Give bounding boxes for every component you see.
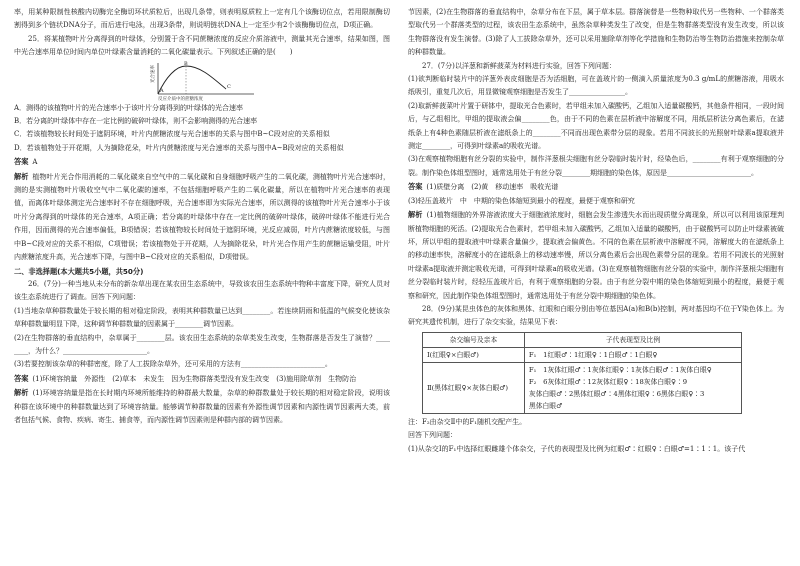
question-26-part-2: (2)在生物群落的垂直结构中，杂草属于________层。该农田生态系统的杂草类发生改变，生物群落是否发生了演替？________，为什么？________________________。 bbox=[14, 333, 390, 355]
explanation-27 bbox=[408, 208, 784, 303]
explanation-text: (1)植物细胞的外界溶液浓度大于细胞液浓度时，细胞会发生渗透失水而出现质壁分离现象，所以可以利用该原理判断植物细胞的死活。(2)提取光合色素时，若甲组未加入碳酸钙，乙组加入适量的碳酸钙，由于碳酸钙可以防止叶绿素被破坏，所以甲组的提取液中叶绿素含量偏少，提取液会偏黄色。不同的色素在层析液中溶解度不同，溶解度大的在滤纸条上的移动速率快，溶解度小的在滤纸条上的移动速率慢，所以分离色素后会出现色素带分层的现象。若用不同波长的光照射叶绿素a提取液并测定吸收光谱，可得到叶绿素a的吸收光谱。(3)在观察植物细胞有丝分裂的实验中，制作洋葱根尖细胞有丝分裂临时装片时，经轻压盖玻片后，有利于观察细胞的分裂。由于有丝分裂中期的染色体缩短到最小的程度，最便于观察和研究，因此制作染色体组型图时，通常选用处于有丝分裂中期细胞的染色体。 bbox=[408, 211, 784, 300]
table-row bbox=[423, 362, 742, 413]
question-28-stem: 28．(9分)某昆虫体色的灰体和黑体、红眼和白眼分别由等位基因A(a)和B(b)控制，两对基因均不位于Y染色体上。为研究其遗传机制，进行了杂交实验，结果见下表： bbox=[408, 304, 784, 327]
cross-1-parents: Ⅰ(红眼♀×白眼♂) bbox=[423, 347, 525, 362]
question-28-prompt: 回答下列问题： bbox=[408, 431, 457, 440]
explanation-text: (1)环境容纳量是指在长时期内环境所能维持的种群最大数量，杂草的种群数量处于较长期的相对稳定阶段，说明该种群在该环境中的种群数量达到了环境容纳量。能够调节种群数量的因素有外源性调节因素和内源性调节因素两大类，前者包括气候、食物、疾病、寄生、捕食等，而内源性调节因素则是种群内部的调节因素。 bbox=[14, 389, 390, 424]
answer-26 bbox=[14, 372, 390, 386]
photosynthesis-rate-figure bbox=[14, 61, 390, 101]
explanation-label: 解析 bbox=[14, 171, 29, 181]
question-26-part-3: (3)若要控制该杂草的种群密度，除了人工拔除杂草外，还可采用的方法有________________________。 bbox=[14, 360, 332, 369]
question-27-part-1: (1)欲判断临时装片中的洋葱外表皮细胞是否为活细胞，可在盖玻片的一侧滴入质量浓度为0.3 g/mL的蔗糖溶液，用吸水纸吸引，重复几次后，用显微镜观察细胞是否发生了________________。 bbox=[408, 75, 784, 97]
table-note: 注：F₂由杂交Ⅱ中的F₁随机交配产生。 bbox=[408, 417, 527, 426]
rate-curve bbox=[158, 66, 226, 94]
explanation-25 bbox=[14, 170, 390, 265]
y-axis-label: 光合速率 bbox=[151, 64, 156, 83]
explanation-26 bbox=[14, 386, 390, 427]
cross-results-table bbox=[422, 332, 742, 414]
question-25-stem: 25．将某植物叶片分离得到的叶绿体，分别置于含不同蔗糖浓度的反应介质溶液中，测量其光合速率，结果如图，图中光合速率用单位时间内单位叶绿素含量消耗的二氧化碳量表示。下列叙述正确的是( ) bbox=[14, 34, 390, 57]
answer-27-continued: (3)轻压盖玻片 中 中期的染色体缩短到最小的程度，最便于观察和研究 bbox=[408, 196, 635, 205]
question-27-part-3: (3)在观察植物细胞有丝分裂的实验中，制作洋葱根尖细胞有丝分裂临时装片时，经染色后，________有利于观察细胞的分裂。制作染色体组型图时，通常选用处于有丝分裂________期细胞的染色体，原因是________________________。 bbox=[408, 155, 784, 177]
right-column bbox=[408, 6, 784, 566]
answer-25 bbox=[14, 155, 390, 169]
explanation-label: 解析 bbox=[14, 388, 29, 398]
answer-label: 答案 bbox=[408, 182, 423, 192]
explanation-text: 植物叶片光合作用消耗的二氧化碳来自空气中的二氧化碳和自身细胞呼吸产生的二氧化碳，测植物叶片光合速率时，测的是实测植物叶片吸收空气中二氧化碳的速率，不包括细胞呼吸产生的二氧化碳量，所以在植物叶片光合速率的表现值，而离体叶绿体测定光合速率时不存在细胞呼吸，光合速率即为实际光合速率，所以测得的该植物叶片光合速率小于该叶片分离得到的叶绿体的光合速率，A项正确；若分离的叶绿体中存在一定比例的破碎叶绿体，破碎叶绿体不能进行光合作用，因而测得的光合速率偏低，B项错误；若该植物较长时间处于遮阴环境，光反应减弱，叶片内蔗糖浓度较低，与图中B~C段对应的关系不相似，C项错误；若该植物处于开花期，人为摘除花朵，叶片光合作用产生的蔗糖运输受阻，叶片内蔗糖浓度升高，光合速率下降，与图中B~C段对应的关系相似，D项错误。 bbox=[14, 172, 390, 262]
answer-27 bbox=[408, 180, 784, 194]
section-heading-nonchoice: 二、非选择题(本大题共5小题，共50分) bbox=[14, 266, 144, 276]
answer-label: 答案 bbox=[14, 157, 29, 167]
figure-caption: 反应介质中的蔗糖浓度 bbox=[158, 96, 203, 101]
option-a: A．测得的该植物叶片的光合速率小于该叶片分离得到的叶绿体的光合速率 bbox=[14, 103, 244, 112]
point-b-label: B bbox=[184, 60, 188, 67]
explanation-label: 解析 bbox=[408, 210, 423, 220]
cross-2-f1: F₁ 1灰体红眼♂∶1灰体红眼♀∶1灰体白眼♂∶1灰体白眼♀ bbox=[528, 365, 712, 374]
answer-value: (1)环境容纳量 外源性 (2)草本 未发生 因为生物群落类型没有发生改变 (3)施用除草剂 生物防治 bbox=[32, 374, 357, 383]
answer-label: 答案 bbox=[14, 373, 29, 383]
option-b: B．若分离的叶绿体中存在一定比例的破碎叶绿体，则不会影响测得的光合速率 bbox=[14, 117, 258, 126]
table-header-cross: 杂交编号及亲本 bbox=[423, 332, 525, 347]
point-a-label: A bbox=[160, 87, 164, 94]
question-27-part-2: (2)取新鲜菠菜叶片置于研钵中，提取光合色素时，若甲组未加入碳酸钙，乙组加入适量碳酸钙，其他条件相同，一段时间后，与乙组相比，甲组的提取液会偏________色，由于不同的色素在层析液中溶解度不同，用纸层析法分离色素后，在滤纸条上有4种色素随层析液在滤纸条上的________不同而出现色素带分层的现象。若用不同波长的光照射叶绿素a提取液并测定________，可得到叶绿素a的吸收光谱。 bbox=[408, 101, 784, 151]
rate-curve-graph bbox=[142, 61, 262, 101]
answer-value: A bbox=[32, 158, 38, 167]
cross-1-f1: F₁ 1红眼♂∶1红眼♀∶1白眼♂∶1白眼♀ bbox=[524, 347, 741, 362]
paragraph-continued: 率，用某种限制性核酸内切酶完全酶切环状质粒后，出现几条带，则表明原质粒上一定有几个该酶切位点，若用限制酶切割得到多个链状DNA分子，而后进行电泳，出现3条带，则说明链状DNA上一定至少有2个该酶酶切位点，D项正确。 bbox=[14, 8, 390, 30]
question-26-stem: 26．(7分)一种当地从未分布的新杂草出现在某农田生态系统中，导致该农田生态系统中物种丰富度下降，研究人员对该生态系统进行了调查。回答下列问题： bbox=[14, 279, 390, 302]
question-27-stem: 27．(7分)以洋葱和新鲜菠菜为材料进行实验，回答下列问题： bbox=[422, 61, 616, 70]
cross-2-f2-line-1: F₂ 6灰体红眼♂∶12灰体红眼♀∶18灰体白眼♀∶9 bbox=[528, 377, 688, 386]
cross-2-f2-line-3: 黑体白眼♂ bbox=[528, 401, 563, 410]
question-26-part-1: (1)当地杂草种群数量处于较长期的相对稳定阶段，表明其种群数量已达到________。若连续阴雨和低温的气候变化使该杂草种群数量明显下降，这种调节种群数量的因素属于________调节因素。 bbox=[14, 306, 390, 329]
cross-2-parents: Ⅱ(黑体红眼♀×灰体白眼♂) bbox=[423, 362, 525, 413]
option-d: D．若该植物处于开花期，人为摘除花朵，叶片内蔗糖浓度与光合速率的关系与图中A~B段对应的关系相似 bbox=[14, 143, 344, 152]
answer-value: (1)质壁分离 (2)黄 移动速率 吸收光谱 bbox=[426, 183, 559, 192]
paragraph-continued: 节因素，(2)在生物群落的垂直结构中，杂草分布在下层，属于草本层。群落演替是一些物种取代另一些物种、一个群落类型取代另一个群落类型的过程，该农田生态系统中，虽然杂草种类发生了改变，但是生物群落类型没有发生改变，所以该生物群落没有发生演替。(3)除了人工拔除杂草外，还可以采用施除草剂等化学措施和生物防治等生物防治措施来控制杂草的种群数量。 bbox=[408, 8, 784, 57]
option-c: C．若该植物较长时间处于遮阴环境，叶片内蔗糖浓度与光合速率的关系与图中B~C段对应的关系相似 bbox=[14, 130, 330, 139]
cross-2-f2-line-2: 灰体白眼♂∶2黑体红眼♂∶4黑体红眼♀∶6黑体白眼♀∶3 bbox=[528, 389, 705, 398]
table-header-row bbox=[423, 332, 742, 347]
left-column bbox=[14, 6, 390, 566]
table-row bbox=[423, 347, 742, 362]
question-28-part-1: (1)从杂交Ⅰ的F₁中选择红眼雌雄个体杂交，子代的表现型及比例为红眼♂∶红眼♀∶白眼♂=1∶1∶1。该子代 bbox=[408, 444, 746, 453]
table-header-offspring: 子代表现型及比例 bbox=[524, 332, 741, 347]
point-c-label: C bbox=[227, 83, 231, 90]
cross-2-offspring bbox=[524, 362, 741, 413]
